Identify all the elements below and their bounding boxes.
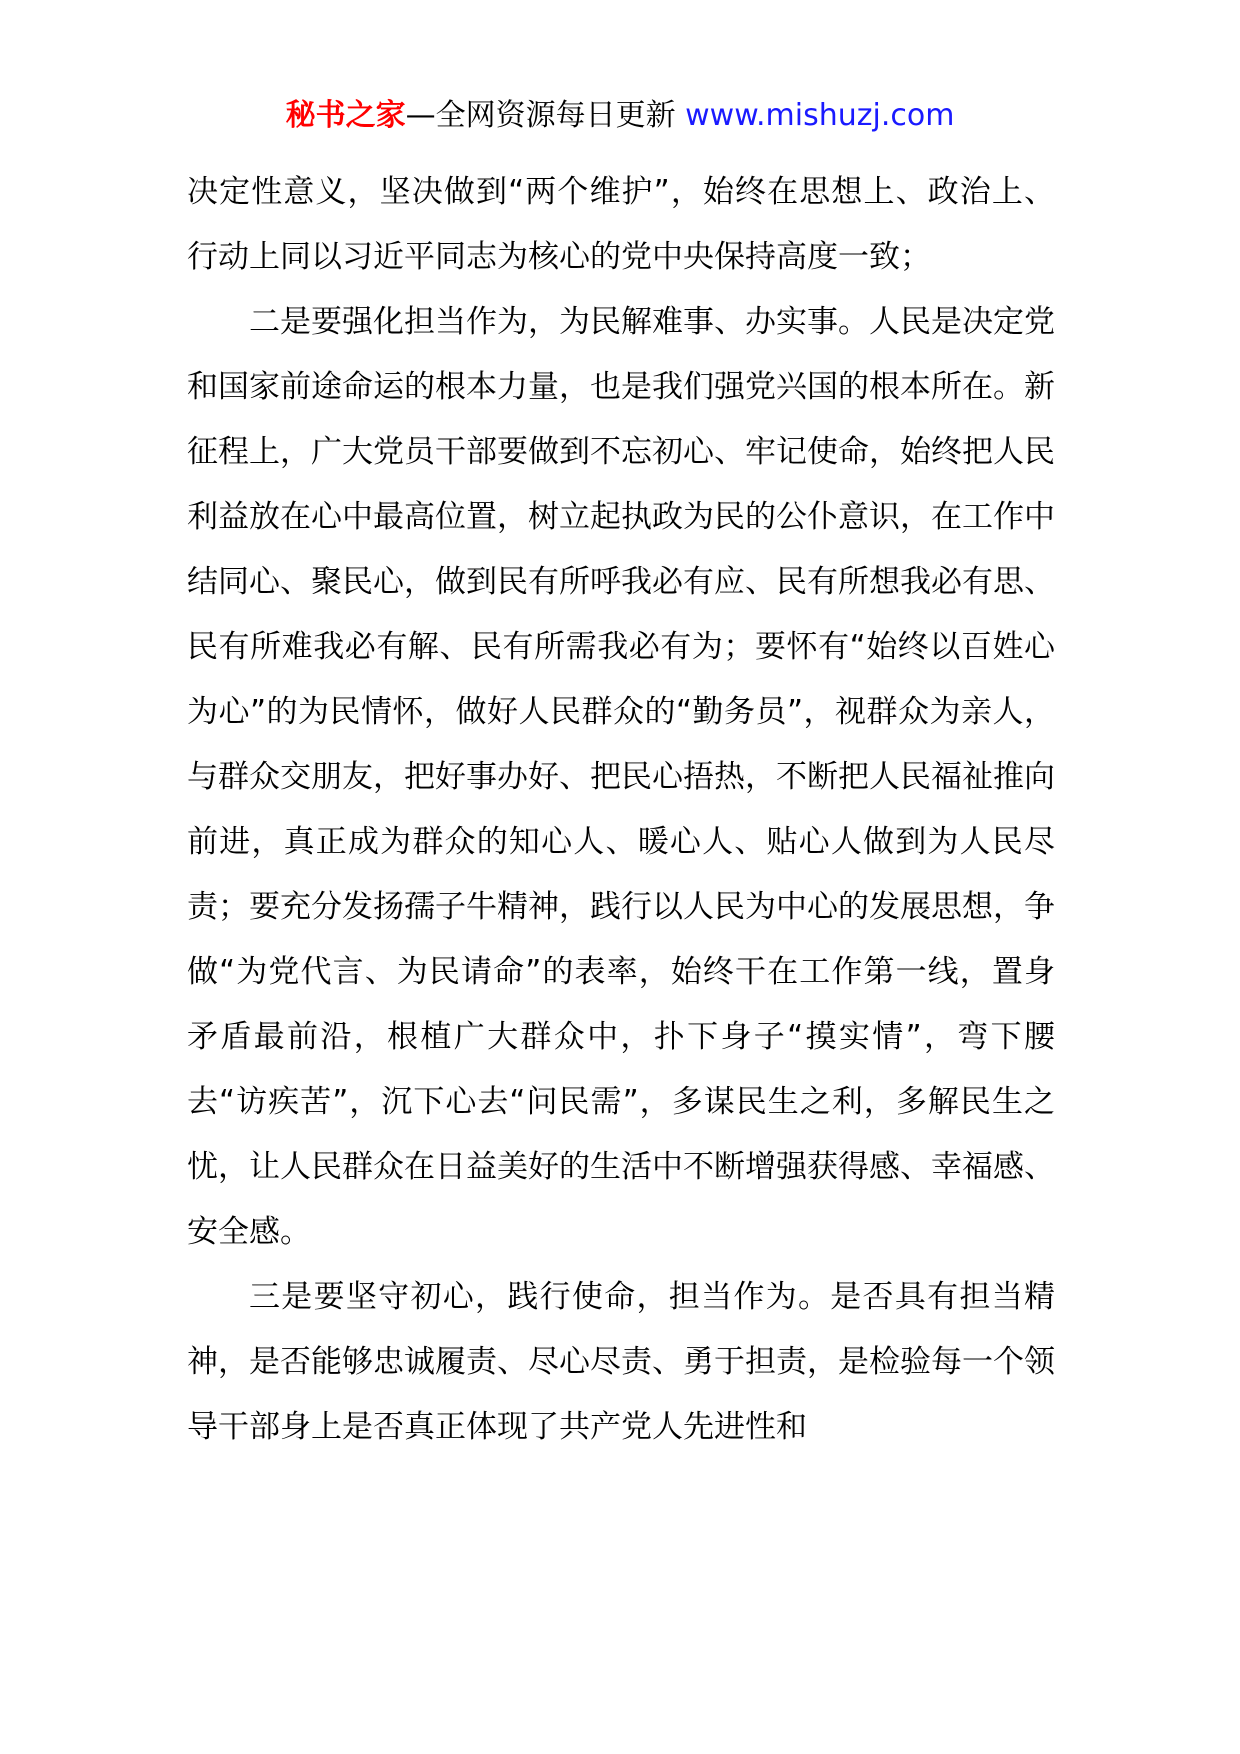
header-tagline: —全网资源每日更新 — [405, 98, 686, 133]
paragraph-second-point: 二是要强化担当作为，为民解难事、办实事。人民是决定党和国家前途命运的根本力量，也是我们强党兴国的根本所在。新征程上，广大党员干部要做到不忘初心、牢记使命，始终把人民利益放在心中最高位置，树立起执政为民的公仆意识，在工作中结同心、聚民心，做到民有所呼我必有应、民有所想我必有思、民有所难我必有解、民有所需我必有为；要怀有“始终以百姓心为心”的为民情怀，做好人民群众的“勤务员”，视群众为亲人，与群众交朋友，把好事办好、把民心捂热，不断把人民福祉推向前进，真正成为群众的知心人、暖心人、贴心人做到为人民尽责；要充分发扬孺子牛精神，践行以人民为中心的发展思想，争做“为党代言、为民请命”的表率，始终干在工作第一线，置身矛盾最前沿，根植广大群众中，扑下身子“摸实情”，弯下腰去“访疾苦”，沉下心去“问民需”，多谋民生之利，多解民生之忧，让人民群众在日益美好的生活中不断增强获得感、幸福感、安全感。 — [187, 304, 1055, 1250]
site-url-link[interactable]: www.mishuzj.com — [685, 98, 955, 133]
paragraph-third-point: 三是要坚守初心，践行使命，担当作为。是否具有担当精神，是否能够忠诚履责、尽心尽责、勇于担责，是检验每一个领导干部身上是否真正体现了共产党人先进性和 — [187, 1279, 1055, 1445]
page-header — [0, 96, 1240, 136]
document-body — [187, 160, 1055, 1460]
paragraph-continued: 决定性意义，坚决做到“两个维护”，始终在思想上、政治上、行动上同以习近平同志为核心的党中央保持高度一致； — [187, 174, 1055, 275]
brand-name: 秘书之家 — [285, 98, 406, 133]
